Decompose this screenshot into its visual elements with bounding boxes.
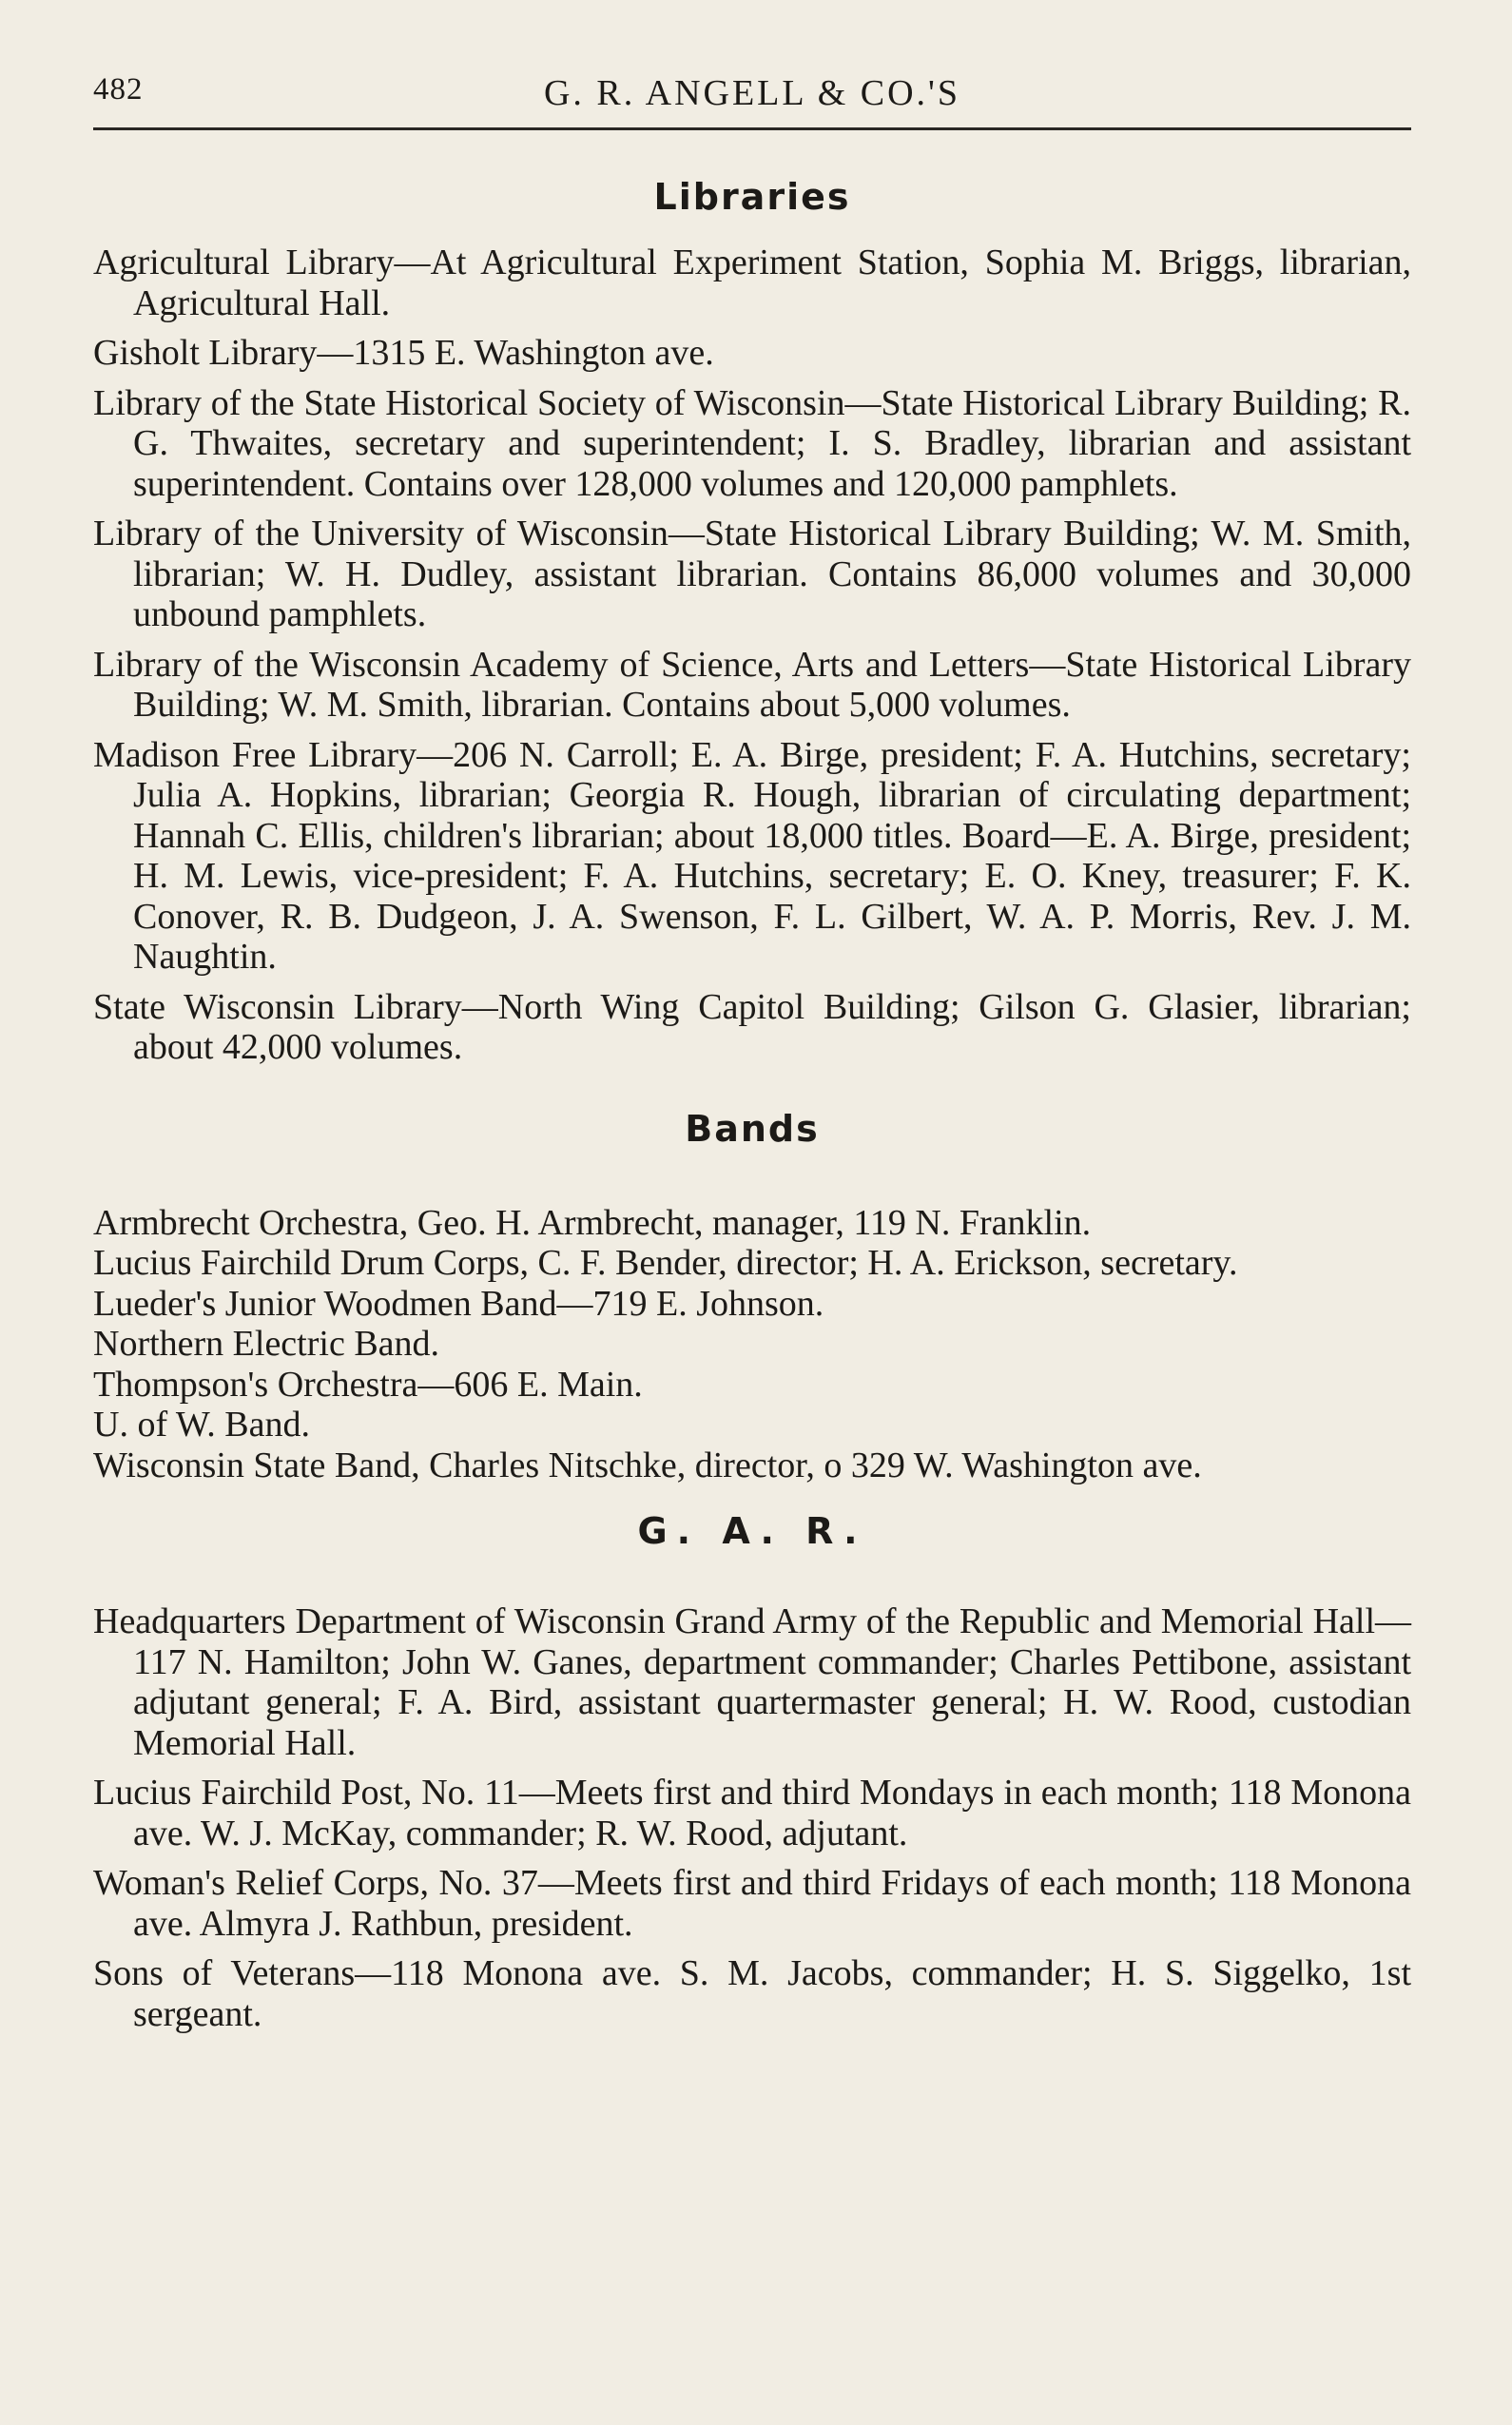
gar-section — [93, 1510, 1411, 2034]
gar-entry: Woman's Relief Corps, No. 37—Meets first and third Fridays of each month; 118 Monona ave. Almyra J. Rathbun, president. — [93, 1863, 1411, 1944]
directory-page — [93, 68, 1411, 2044]
gar-entry: Lucius Fairchild Post, No. 11—Meets first and third Mondays in each month; 118 Monona ave. W. J. McKay, commander; R. W. Rood, adjutant. — [93, 1773, 1411, 1853]
bands-heading: Bands — [685, 1107, 820, 1150]
running-head — [93, 68, 1411, 122]
library-entry: Library of the University of Wisconsin—State Historical Library Building; W. M. Smith, librarian; W. H. Dudley, assistant librarian. Contains 86,000 volumes and 30,000 unbound pamphlets. — [93, 514, 1411, 634]
library-entry: State Wisconsin Library—North Wing Capitol Building; Gilson G. Glasier, librarian; about 42,000 volumes. — [93, 986, 1411, 1067]
gar-heading: G. A. R. — [637, 1510, 867, 1552]
library-entry: Madison Free Library—206 N. Carroll; E. A. Birge, president; F. A. Hutchins, secretary; Julia A. Hopkins, librarian; Georgia R. Hough, librarian of circulating department; Hannah C. Ellis, children's librarian; about 18,000 titles. Board—E. A. Birge, president; H. M. Lewis, vice-president; F. A. Hutchins, secretary; E. O. Kney, treasurer; F. K. Conover, R. B. Dudgeon, J. A. Swenson, F. L. Gilbert, W. A. P. Morris, Rev. J. M. Naughtin. — [93, 734, 1411, 977]
band-entry: Northern Electric Band. — [93, 1324, 440, 1364]
library-entry: Agricultural Library—At Agricultural Experiment Station, Sophia M. Briggs, librarian, Agricultural Hall. — [93, 242, 1411, 323]
band-entry: Lueder's Junior Woodmen Band—719 E. Johnson. — [93, 1283, 824, 1324]
band-entry: U. of W. Band. — [93, 1405, 310, 1445]
band-entry: Thompson's Orchestra—606 E. Main. — [93, 1364, 643, 1405]
band-entry: Armbrecht Orchestra, Geo. H. Armbrecht, manager, 119 N. Franklin. — [93, 1202, 1092, 1243]
running-title: G. R. ANGELL & CO.'S — [543, 73, 961, 113]
gar-entry: Headquarters Department of Wisconsin Grand Army of the Republic and Memorial Hall—117 N. Hamilton; John W. Ganes, department commander; Charles Pettibone, assistant adjutant general; F. A. Bird, assistant quartermaster general; H. W. Rood, custodian Memorial Hall. — [93, 1601, 1411, 1763]
bands-section — [93, 1108, 1411, 1486]
band-entry: Wisconsin State Band, Charles Nitschke, director, o 329 W. Washington ave. — [93, 1445, 1202, 1485]
library-entry: Gisholt Library—1315 E. Washington ave. — [93, 333, 714, 373]
library-entry: Library of the Wisconsin Academy of Science, Arts and Letters—State Historical Library Building; W. M. Smith, librarian. Contains about 5,000 volumes. — [93, 644, 1411, 725]
page-number: 482 — [93, 72, 144, 107]
band-entry: Lucius Fairchild Drum Corps, C. F. Bender, director; H. A. Erickson, secretary. — [93, 1243, 1238, 1283]
libraries-section — [93, 176, 1411, 1068]
libraries-heading: Libraries — [653, 176, 851, 218]
library-entry: Library of the State Historical Society of Wisconsin—State Historical Library Building; R. G. Thwaites, secretary and superintendent; I. S. Bradley, librarian and assistant superintendent. Contains over 128,000 volumes and 120,000 pamphlets. — [93, 382, 1411, 504]
header-rule — [93, 127, 1411, 130]
gar-entry: Sons of Veterans—118 Monona ave. S. M. Jacobs, commander; H. S. Siggelko, 1st sergeant. — [93, 1953, 1411, 2034]
